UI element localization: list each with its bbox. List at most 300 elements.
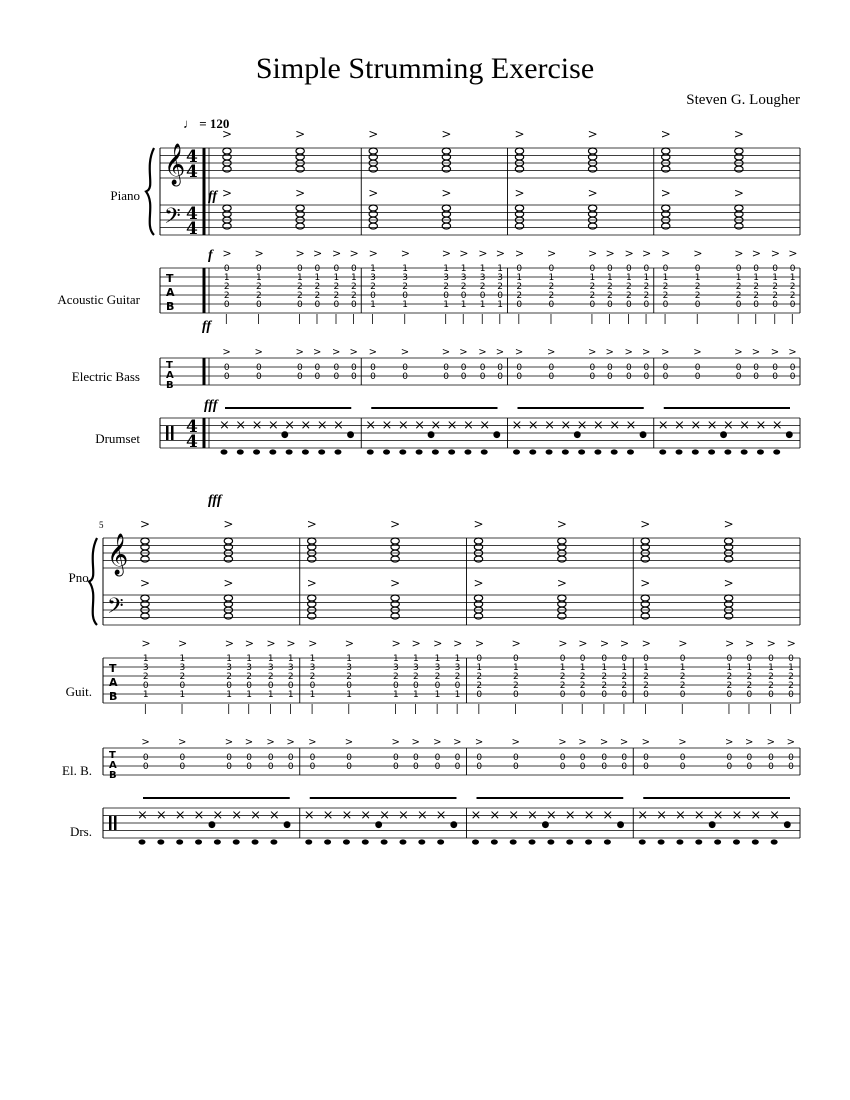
- tab-fret-number: 0: [643, 654, 649, 664]
- whole-note-head: [735, 211, 743, 217]
- tab-fret-number: 0: [643, 300, 650, 310]
- tab-fret-number: 0: [548, 363, 555, 373]
- tab-fret-number: 0: [412, 762, 419, 772]
- tab-fret-number: 2: [479, 282, 486, 292]
- tab-fret-number: 3: [267, 663, 274, 673]
- kick-note-head: [269, 449, 276, 454]
- tab-fret-number: 2: [434, 672, 441, 682]
- tab-fret-number: 1: [434, 690, 441, 700]
- tab-fret-number: 2: [333, 291, 340, 301]
- tab-fret-number: 0: [296, 372, 303, 382]
- tab-fret-number: 2: [768, 672, 774, 682]
- accent-mark-icon: >: [641, 637, 651, 650]
- dynamic-marking: ff: [202, 319, 212, 334]
- accent-mark-icon: >: [312, 247, 323, 260]
- tab-fret-number: 0: [789, 264, 796, 274]
- accent-mark-icon: >: [368, 127, 379, 141]
- tab-fret-number: 0: [434, 762, 441, 772]
- accent-mark-icon: >: [624, 247, 634, 260]
- whole-note-head: [391, 544, 399, 550]
- tab-fret-number: 2: [788, 681, 794, 691]
- kick-note-head: [253, 449, 260, 454]
- accent-mark-icon: >: [578, 637, 588, 650]
- tab-fret-number: 0: [626, 264, 632, 274]
- tab-fret-number: 2: [142, 672, 149, 682]
- hihat-note-icon: ×: [511, 418, 523, 433]
- whole-note-head: [662, 223, 670, 229]
- accent-mark-icon: >: [433, 737, 442, 748]
- tab-fret-number: 0: [402, 372, 408, 382]
- whole-note-head: [474, 538, 482, 544]
- hihat-note-icon: ×: [706, 418, 718, 433]
- whole-note-head: [515, 223, 523, 229]
- kick-note-head: [399, 449, 406, 454]
- tab-fret-number: 0: [346, 753, 353, 763]
- hihat-note-icon: ×: [693, 808, 705, 823]
- tab-fret-number: 0: [753, 372, 759, 382]
- kick-note-head: [367, 449, 374, 454]
- tab-fret-number: 0: [179, 681, 186, 691]
- tab-fret-number: 2: [392, 672, 399, 682]
- whole-note-head: [442, 166, 450, 172]
- kick-note-head: [547, 839, 554, 844]
- accent-mark-icon: >: [723, 576, 734, 590]
- accent-mark-icon: >: [441, 186, 452, 200]
- tab-fret-number: 0: [662, 264, 669, 274]
- tab-clef-icon: B: [166, 380, 174, 391]
- tab-fret-number: 1: [460, 264, 467, 274]
- accent-mark-icon: >: [344, 737, 354, 748]
- tab-fret-number: 2: [548, 282, 555, 292]
- tab-fret-number: 3: [412, 663, 419, 673]
- instrument-label-drums: Drumset: [95, 431, 140, 446]
- whole-note-head: [474, 601, 482, 607]
- accent-mark-icon: >: [751, 247, 761, 260]
- tab-fret-number: 0: [746, 762, 753, 772]
- kick-note-head: [510, 839, 517, 844]
- tab-fret-number: 1: [309, 654, 316, 664]
- kick-note-head: [221, 449, 228, 454]
- tab-fret-number: 0: [679, 690, 686, 700]
- accent-mark-icon: >: [453, 637, 463, 650]
- dynamic-marking: fff: [208, 493, 222, 508]
- tab-clef-icon: T: [166, 272, 174, 285]
- tab-fret-number: 0: [479, 291, 486, 301]
- tab-fret-number: 2: [513, 672, 519, 682]
- tab-fret-number: 1: [142, 654, 149, 664]
- tab-fret-number: 2: [606, 291, 613, 301]
- accent-mark-icon: >: [140, 576, 151, 590]
- tab-fret-number: 2: [296, 291, 303, 301]
- kick-note-head: [724, 449, 731, 454]
- whole-note-head: [391, 595, 399, 601]
- tab-fret-number: 0: [497, 363, 504, 373]
- tab-fret-number: 1: [443, 300, 449, 310]
- tab-fret-number: 0: [287, 762, 294, 772]
- kick-note-head: [604, 839, 611, 844]
- bass-clef-icon: 𝄢: [107, 594, 124, 624]
- accent-mark-icon: >: [295, 247, 305, 260]
- hihat-note-icon: ×: [609, 418, 621, 433]
- whole-note-head: [515, 205, 523, 211]
- tab-clef-icon: T: [109, 662, 117, 675]
- tab-fret-number: 0: [679, 762, 686, 772]
- tab-fret-number: 0: [333, 300, 340, 310]
- hihat-note-icon: ×: [712, 808, 724, 823]
- tab-fret-number: 1: [789, 273, 796, 283]
- tab-fret-number: 0: [309, 762, 316, 772]
- tab-fret-number: 0: [497, 372, 504, 382]
- tab-fret-number: 0: [513, 753, 519, 763]
- tab-fret-number: 0: [559, 753, 566, 763]
- whole-note-head: [442, 148, 450, 154]
- kick-note-head: [585, 839, 592, 844]
- percussion-clef-icon: [166, 426, 169, 440]
- kick-note-head: [399, 839, 406, 844]
- accent-mark-icon: >: [254, 347, 263, 358]
- hihat-note-icon: ×: [750, 808, 762, 823]
- whole-note-head: [141, 544, 149, 550]
- tab-fret-number: 0: [309, 753, 316, 763]
- accent-mark-icon: >: [222, 127, 233, 141]
- tab-fret-number: 0: [479, 372, 486, 382]
- kick-note-head: [233, 839, 240, 844]
- whole-note-head: [308, 556, 316, 562]
- tab-fret-number: 1: [753, 273, 759, 283]
- percussion-clef-icon: [114, 816, 117, 830]
- tab-fret-number: 2: [412, 672, 419, 682]
- accent-mark-icon: >: [514, 127, 525, 141]
- whole-note-head: [735, 148, 743, 154]
- tab-fret-number: 0: [601, 690, 608, 700]
- tab-fret-number: 0: [789, 372, 796, 382]
- instrument-label-piano: Piano: [110, 188, 140, 203]
- kick-note-head: [448, 449, 455, 454]
- tab-fret-number: 0: [548, 372, 555, 382]
- treble-clef-icon: 𝄞: [107, 534, 129, 575]
- tab-fret-number: 2: [589, 291, 596, 301]
- tab-fret-number: 0: [788, 690, 794, 700]
- composer-name: Steven G. Lougher: [686, 92, 800, 108]
- tab-fret-number: 1: [287, 690, 294, 700]
- tab-fret-number: 0: [726, 753, 733, 763]
- whole-note-head: [724, 601, 732, 607]
- tab-fret-number: 2: [579, 672, 586, 682]
- tab-fret-number: 3: [179, 663, 186, 673]
- accent-mark-icon: >: [511, 637, 521, 650]
- accent-mark-icon: >: [453, 737, 462, 748]
- snare-note-head: ●: [280, 430, 289, 440]
- hihat-note-icon: ×: [193, 808, 205, 823]
- tab-fret-number: 2: [746, 681, 753, 691]
- whole-note-head: [588, 223, 596, 229]
- whole-note-head: [308, 544, 316, 550]
- percussion-clef-icon: [109, 816, 112, 830]
- tab-fret-number: 0: [226, 753, 232, 763]
- whole-note-head: [369, 154, 377, 160]
- time-signature-numerator: 4: [186, 417, 198, 437]
- accent-mark-icon: >: [724, 737, 734, 748]
- tab-fret-number: 0: [454, 681, 461, 691]
- whole-note-head: [735, 154, 743, 160]
- tab-clef-icon: A: [109, 676, 118, 689]
- kick-note-head: [195, 839, 202, 844]
- accent-mark-icon: >: [223, 517, 234, 531]
- hihat-note-icon: ×: [250, 808, 261, 823]
- accent-mark-icon: >: [744, 737, 754, 748]
- accent-mark-icon: >: [312, 347, 322, 358]
- tab-fret-number: 3: [142, 663, 149, 673]
- tab-fret-number: 1: [559, 663, 566, 673]
- tab-fret-number: 0: [255, 363, 262, 373]
- tab-fret-number: 2: [223, 282, 230, 292]
- kick-note-head: [513, 449, 520, 454]
- hihat-note-icon: ×: [769, 808, 781, 823]
- tab-fret-number: 0: [788, 762, 794, 772]
- tab-fret-number: 0: [621, 762, 628, 772]
- accent-mark-icon: >: [390, 517, 401, 531]
- whole-note-head: [662, 166, 670, 172]
- accent-mark-icon: >: [546, 347, 556, 358]
- tab-fret-number: 1: [479, 264, 486, 274]
- accent-mark-icon: >: [368, 186, 379, 200]
- tab-fret-number: 1: [346, 690, 353, 700]
- tab-fret-number: 0: [513, 762, 519, 772]
- tab-fret-number: 0: [142, 762, 149, 772]
- accent-mark-icon: >: [734, 347, 743, 358]
- tab-fret-number: 3: [460, 273, 467, 283]
- snare-note-head: ●: [719, 430, 728, 440]
- tab-fret-number: 0: [142, 681, 149, 691]
- tab-fret-number: 1: [370, 300, 376, 310]
- tab-fret-number: 1: [402, 264, 408, 274]
- whole-note-head: [662, 205, 670, 211]
- kick-note-head: [416, 449, 423, 454]
- accent-mark-icon: >: [661, 347, 670, 358]
- hihat-note-icon: ×: [462, 418, 474, 433]
- tab-fret-number: 2: [351, 282, 357, 292]
- whole-note-head: [442, 211, 450, 217]
- tab-fret-number: 0: [643, 690, 649, 700]
- snare-note-head: ●: [639, 430, 647, 440]
- tab-fret-number: 0: [443, 291, 449, 301]
- tab-fret-number: 1: [255, 273, 262, 283]
- tab-fret-number: 1: [287, 654, 294, 664]
- tab-fret-number: 0: [346, 762, 353, 772]
- tab-fret-number: 0: [548, 264, 555, 274]
- tab-fret-number: 0: [314, 372, 321, 382]
- tab-fret-number: 2: [621, 672, 628, 682]
- whole-note-head: [515, 148, 523, 154]
- accent-mark-icon: >: [766, 737, 776, 748]
- hihat-note-icon: ×: [657, 418, 669, 433]
- tab-fret-number: 1: [454, 690, 461, 700]
- kick-note-head: [639, 839, 646, 844]
- tab-fret-number: 1: [246, 654, 252, 664]
- tab-fret-number: 0: [579, 690, 586, 700]
- accent-mark-icon: >: [473, 517, 484, 531]
- tab-fret-number: 0: [753, 300, 759, 310]
- tab-fret-number: 3: [226, 663, 232, 673]
- tab-fret-number: 3: [434, 663, 441, 673]
- hihat-note-icon: ×: [231, 808, 243, 823]
- whole-note-head: [724, 613, 732, 619]
- tab-fret-number: 1: [267, 654, 274, 664]
- tab-fret-number: 1: [392, 690, 399, 700]
- tab-fret-number: 0: [454, 753, 461, 763]
- tab-fret-number: 2: [643, 291, 650, 301]
- tab-fret-number: 3: [443, 273, 449, 283]
- whole-note-head: [369, 205, 377, 211]
- tab-fret-number: 1: [246, 690, 252, 700]
- whole-note-head: [224, 595, 232, 601]
- tab-fret-number: 0: [679, 753, 686, 763]
- accent-mark-icon: >: [587, 127, 598, 141]
- tab-fret-number: 2: [621, 681, 628, 691]
- whole-note-head: [474, 613, 482, 619]
- whole-note-head: [369, 148, 377, 154]
- tab-fret-number: 0: [753, 264, 759, 274]
- accent-mark-icon: >: [587, 186, 598, 200]
- tab-fret-number: 2: [643, 672, 649, 682]
- tab-fret-number: 0: [768, 762, 774, 772]
- tab-fret-number: 1: [548, 273, 555, 283]
- accent-mark-icon: >: [266, 737, 275, 748]
- whole-note-head: [369, 211, 377, 217]
- whole-note-head: [515, 211, 523, 217]
- kick-note-head: [139, 839, 146, 844]
- whole-note-head: [515, 166, 523, 172]
- tab-fret-number: 0: [226, 681, 232, 691]
- accent-mark-icon: >: [349, 347, 358, 358]
- tab-fret-number: 0: [255, 372, 262, 382]
- kick-note-head: [324, 839, 331, 844]
- whole-note-head: [558, 556, 566, 562]
- accent-mark-icon: >: [223, 576, 234, 590]
- accent-mark-icon: >: [546, 247, 557, 260]
- whole-note-head: [442, 205, 450, 211]
- tab-fret-number: 0: [589, 300, 596, 310]
- tab-fret-number: 2: [179, 672, 186, 682]
- tab-fret-number: 0: [679, 654, 686, 664]
- tab-fret-number: 1: [516, 273, 523, 283]
- tab-fret-number: 0: [476, 654, 483, 664]
- tab-fret-number: 1: [662, 273, 669, 283]
- tab-fret-number: 0: [606, 372, 613, 382]
- accent-mark-icon: >: [391, 637, 401, 650]
- tab-fret-number: 0: [314, 363, 321, 373]
- accent-mark-icon: >: [641, 737, 650, 748]
- whole-note-head: [588, 154, 596, 160]
- accent-mark-icon: >: [605, 347, 614, 358]
- accent-mark-icon: >: [459, 247, 469, 260]
- hihat-note-icon: ×: [322, 808, 334, 823]
- tab-fret-number: 0: [643, 264, 650, 274]
- accent-mark-icon: >: [495, 247, 506, 260]
- accent-mark-icon: >: [254, 247, 264, 260]
- tab-fret-number: 0: [694, 300, 701, 310]
- hihat-note-icon: ×: [576, 418, 588, 433]
- time-signature-denominator: 4: [186, 219, 198, 239]
- kick-note-head: [692, 449, 699, 454]
- accent-mark-icon: >: [511, 737, 520, 748]
- tab-fret-number: 0: [333, 372, 340, 382]
- kick-note-head: [334, 449, 341, 454]
- accent-mark-icon: >: [474, 637, 485, 650]
- tab-clef-icon: A: [109, 760, 117, 771]
- whole-note-head: [391, 556, 399, 562]
- whole-note-head: [224, 613, 232, 619]
- tab-fret-number: 0: [621, 690, 628, 700]
- tab-clef-icon: B: [109, 690, 118, 703]
- tab-fret-number: 1: [643, 273, 650, 283]
- tab-fret-number: 2: [753, 282, 759, 292]
- whole-note-head: [724, 538, 732, 544]
- whole-note-head: [588, 166, 596, 172]
- tab-fret-number: 0: [772, 372, 778, 382]
- tab-fret-number: 0: [768, 654, 774, 664]
- kick-note-head: [472, 839, 479, 844]
- accent-mark-icon: >: [400, 247, 410, 260]
- accent-mark-icon: >: [400, 347, 410, 358]
- tab-fret-number: 1: [179, 654, 186, 664]
- tab-fret-number: 0: [516, 300, 523, 310]
- accent-mark-icon: >: [332, 347, 341, 358]
- tab-fret-number: 0: [726, 762, 733, 772]
- tab-fret-number: 1: [606, 273, 613, 283]
- tab-fret-number: 0: [333, 363, 340, 373]
- hihat-note-icon: ×: [300, 418, 312, 433]
- instrument-label-guitar-short: Guit.: [65, 684, 92, 699]
- hihat-note-icon: ×: [602, 808, 614, 823]
- kick-note-head: [546, 449, 553, 454]
- tab-fret-number: 1: [589, 273, 596, 283]
- tab-fret-number: 0: [412, 681, 419, 691]
- tab-fret-number: 3: [287, 663, 294, 673]
- accent-mark-icon: >: [222, 347, 231, 358]
- accent-mark-icon: >: [558, 637, 568, 650]
- hihat-note-icon: ×: [235, 418, 247, 433]
- kick-note-head: [659, 449, 666, 454]
- tab-fret-number: 0: [621, 753, 628, 763]
- tab-fret-number: 2: [548, 291, 555, 301]
- whole-note-head: [223, 166, 231, 172]
- tab-fret-number: 2: [768, 681, 774, 691]
- tab-fret-number: 0: [287, 681, 294, 691]
- dynamic-marking: fff: [204, 398, 218, 413]
- tab-fret-number: 0: [476, 753, 483, 763]
- snare-note-head: ●: [283, 820, 291, 830]
- snare-note-head: ●: [449, 820, 458, 830]
- tab-fret-number: 0: [601, 762, 608, 772]
- tab-fret-number: 3: [497, 273, 504, 283]
- kick-note-head: [566, 839, 573, 844]
- accent-mark-icon: >: [295, 186, 306, 200]
- tab-fret-number: 1: [267, 690, 274, 700]
- whole-note-head: [308, 538, 316, 544]
- kick-note-head: [318, 449, 325, 454]
- whole-note-head: [296, 211, 304, 217]
- tab-fret-number: 2: [679, 681, 686, 691]
- tab-fret-number: 0: [735, 264, 742, 274]
- whole-note-head: [223, 223, 231, 229]
- accent-mark-icon: >: [693, 347, 702, 358]
- tab-fret-number: 0: [296, 264, 303, 274]
- hihat-note-icon: ×: [592, 418, 604, 433]
- tab-fret-number: 0: [402, 291, 408, 301]
- whole-note-head: [474, 544, 482, 550]
- tab-fret-number: 2: [643, 681, 649, 691]
